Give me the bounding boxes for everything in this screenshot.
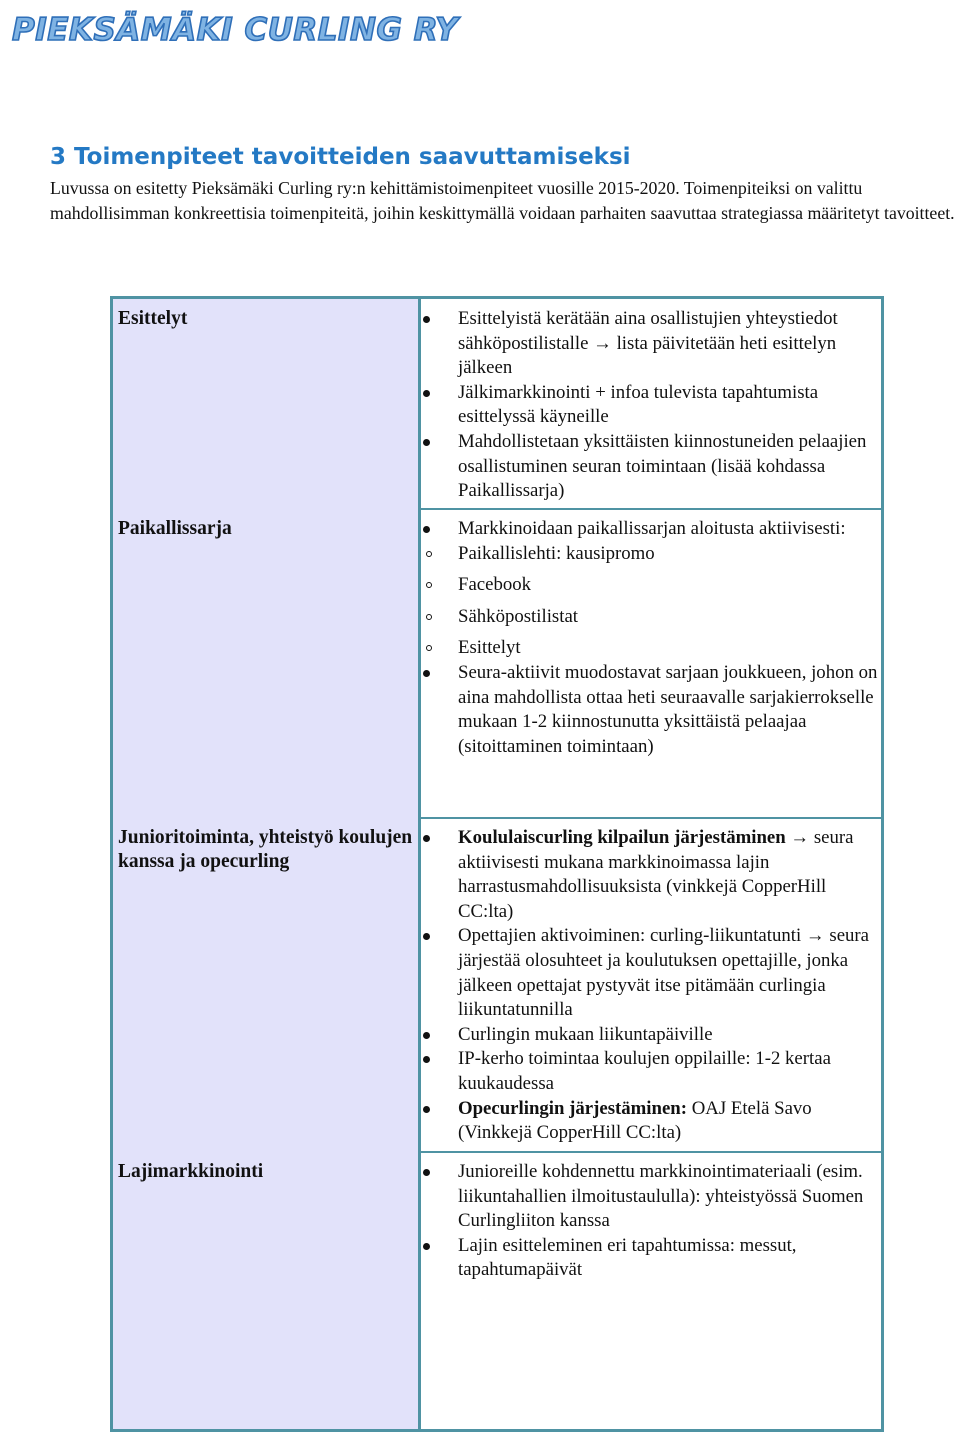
bullet-icon xyxy=(423,390,430,397)
list-item-text: Curlingin mukaan liikuntapäiville xyxy=(458,1023,713,1045)
sub-list-item-text: Sähköpostilistat xyxy=(458,605,578,627)
list-item-text: IP-kerho toimintaa koulujen oppilaille: 1-2 kertaa kuukaudessa xyxy=(458,1048,831,1094)
list-item-text: Mahdollistetaan yksittäisten kiinnostuneiden pelaajien osallistuminen seuran toimintaan (lisää kohdassa Paikallissarja) xyxy=(458,430,867,502)
sub-bullet-list xyxy=(458,542,883,661)
list-item xyxy=(458,1234,883,1283)
list-item-text: Lajin esitteleminen eri tapahtumissa: messut, tapahtumapäivät xyxy=(458,1234,797,1281)
bullet-icon xyxy=(423,933,430,940)
list-item xyxy=(458,381,883,430)
list-item xyxy=(458,1097,883,1146)
row-content-esittelyt xyxy=(458,307,883,504)
row-category-esittelyt: Esittelyt xyxy=(118,308,188,329)
bullet-icon xyxy=(423,1032,430,1039)
row-category-junioritoiminta: Junioritoiminta, yhteistyö koulujen kanssa ja opecurling xyxy=(118,827,413,872)
sub-list-item xyxy=(458,573,883,598)
bullet-icon xyxy=(423,670,430,677)
sub-list-item-text: Paikallislehti: kausipromo xyxy=(458,542,655,564)
hollow-bullet-icon xyxy=(426,645,432,651)
bullet-list xyxy=(458,1160,883,1283)
bullet-icon xyxy=(423,526,430,533)
row-category-paikallissarja: Paikallissarja xyxy=(118,518,232,539)
list-item xyxy=(458,430,883,504)
list-item xyxy=(458,661,883,759)
section-heading: 3 Toimenpiteet tavoitteiden saavuttamiseksi xyxy=(50,144,631,170)
bullet-icon xyxy=(423,1243,430,1250)
section-intro: Luvussa on esitetty Pieksämäki Curling ry:n kehittämistoimenpiteet vuosille 2015-2020. Toimenpiteiksi on valittu mahdollisimman konkreettisia toimenpiteitä, joihin keskittymällä voidaan parhaiten saavuttaa strategiassa määritetyt tavoitteet. xyxy=(50,178,955,223)
list-item xyxy=(458,924,883,1022)
bullet-list xyxy=(458,826,883,1146)
hollow-bullet-icon xyxy=(426,551,432,557)
row-category-lajimarkkinointi: Lajimarkkinointi xyxy=(118,1161,264,1182)
row-content-paikallissarja xyxy=(458,517,883,759)
measures-table xyxy=(110,296,884,1432)
sub-list-item-text: Esittelyt xyxy=(458,637,521,659)
row-divider xyxy=(418,817,881,819)
bullet-icon xyxy=(423,439,430,446)
list-item-bold-text: Koululaiscurling kilpailun järjestäminen → xyxy=(458,827,810,848)
list-item-text: Esittelyistä kerätään aina osallistujien yhteystiedot sähköpostilistalle → lista päivitetään heti esittelyn jälkeen xyxy=(458,308,838,379)
list-item-text: seura aktiivisesti mukana markkinoimassa lajin harrastusmahdollisuuksista (vinkkejä CopperHill CC:lta) xyxy=(458,827,854,922)
sub-list-item xyxy=(458,605,883,630)
bullet-icon xyxy=(423,316,430,323)
list-item-text: Junioreille kohdennettu markkinointimateriaali (esim. liikuntahallien ilmoitustaululla): yhteistyössä Suomen Curlingliiton kanssa xyxy=(458,1161,864,1232)
list-item-text: OAJ Etelä Savo (Vinkkejä CopperHill CC:lta) xyxy=(458,1097,812,1144)
bullet-list xyxy=(458,517,883,759)
row-content-junioritoiminta xyxy=(458,826,883,1146)
list-item-text: Markkinoidaan paikallissarjan aloitusta aktiivisesti: xyxy=(458,518,846,539)
list-item xyxy=(458,1023,883,1048)
hollow-bullet-icon xyxy=(426,614,432,620)
list-item xyxy=(458,517,883,661)
row-content-lajimarkkinointi xyxy=(458,1160,883,1283)
list-item xyxy=(458,1160,883,1234)
bullet-icon xyxy=(423,835,430,842)
list-item-text: Seura-aktiivit muodostavat sarjaan joukkueen, johon on aina mahdollista ottaa heti seuraavalle sarjakierrokselle mukaan 1-2 kiinnostunutta yksittäistä pelaajaa (sitoittaminen toimintaan) xyxy=(458,661,878,757)
list-item xyxy=(458,307,883,381)
list-item-text: Opettajien aktivoiminen: curling-liikuntatunti → seura järjestää olosuhteet ja koulutuksen opettajille, jonka jälkeen opettajat pystyvät itse pitämään curlingia liikuntatunnilla xyxy=(458,925,870,1021)
list-item-text: Jälkimarkkinointi + infoa tulevista tapahtumista esittelyssä käyneille xyxy=(458,381,819,428)
bullet-list xyxy=(458,307,883,504)
list-item-bold-text: Opecurlingin järjestäminen: xyxy=(458,1097,688,1119)
sub-list-item xyxy=(458,636,883,661)
hollow-bullet-icon xyxy=(426,582,432,588)
sub-list-item-text: Facebook xyxy=(458,574,532,596)
row-divider xyxy=(418,1151,881,1153)
bullet-icon xyxy=(423,1106,430,1113)
list-item xyxy=(458,1047,883,1096)
bullet-icon xyxy=(423,1056,430,1063)
bullet-icon xyxy=(423,1169,430,1176)
club-logo: PIEKSÄMÄKI CURLING RY xyxy=(12,12,459,48)
row-divider xyxy=(418,508,881,510)
sub-list-item xyxy=(458,542,883,567)
list-item xyxy=(458,826,883,924)
